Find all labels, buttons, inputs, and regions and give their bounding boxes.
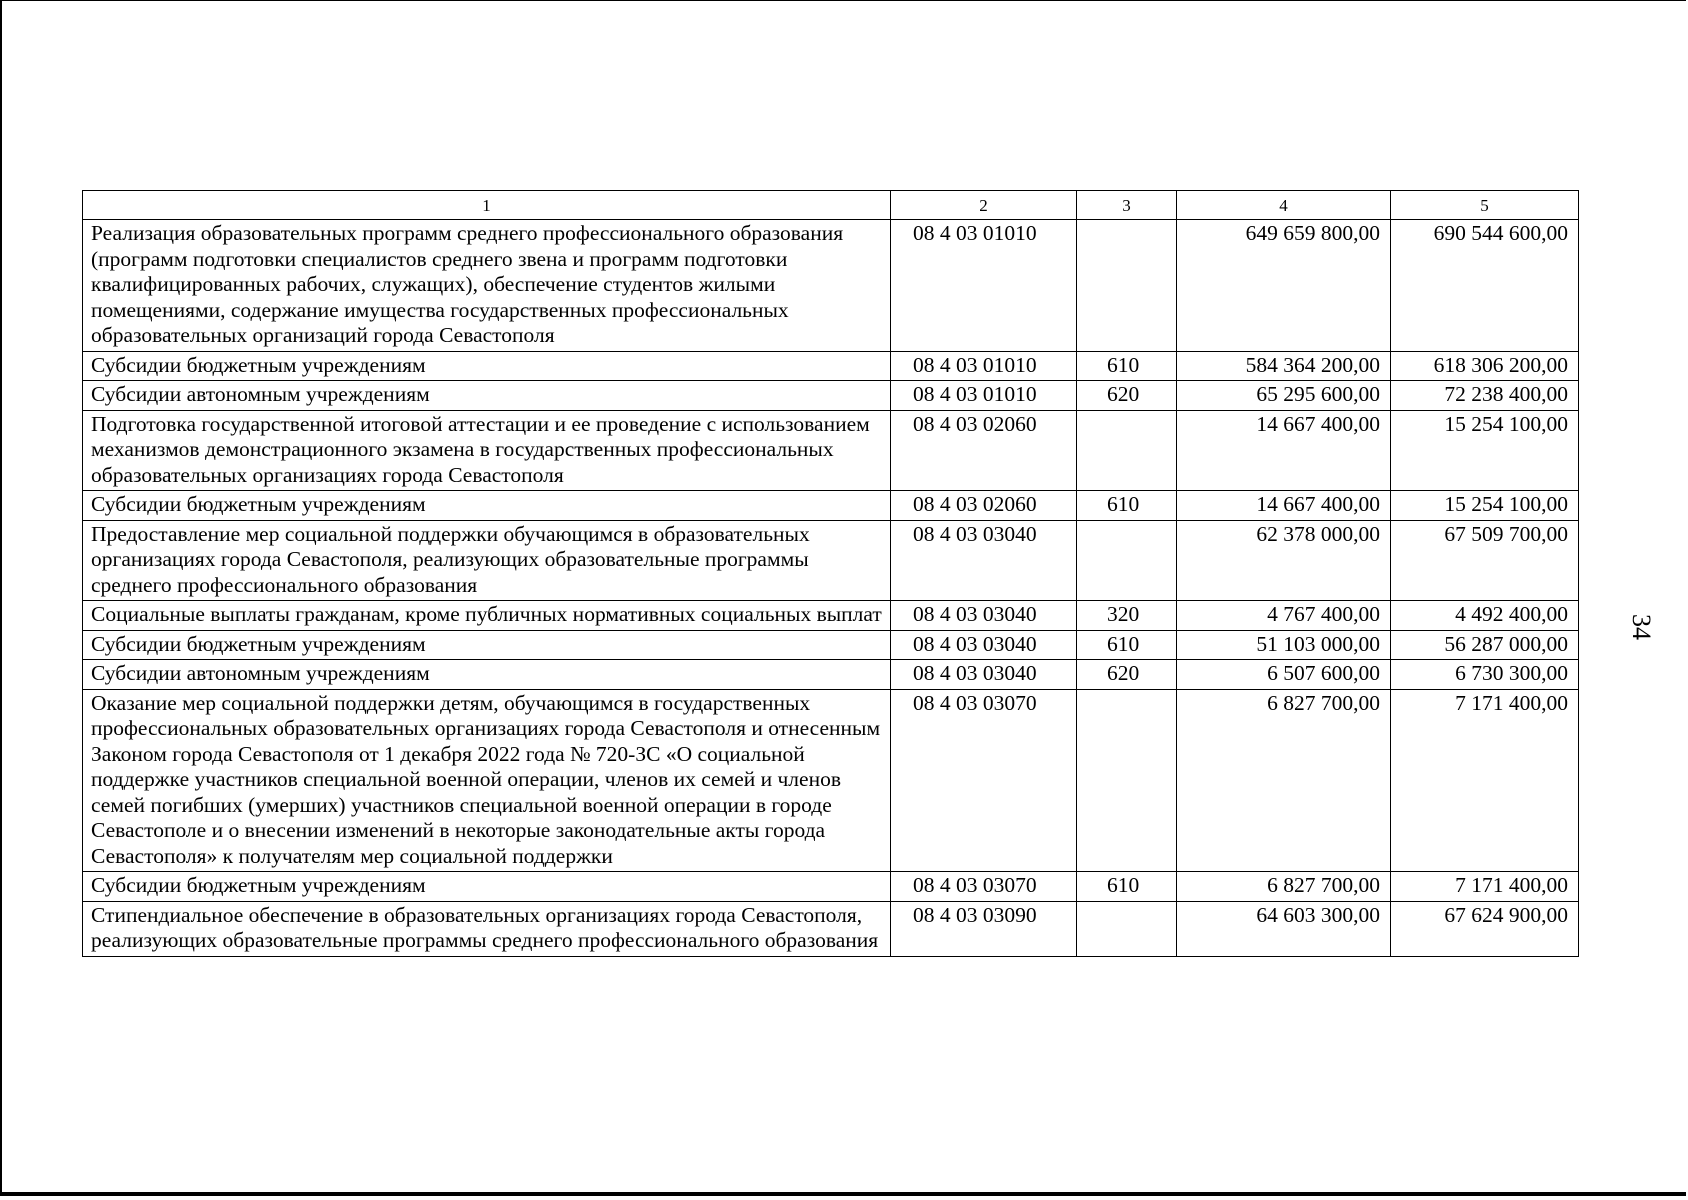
row-name: Реализация образовательных программ среднего профессионального образования (программ подготовки специалистов среднего звена и программ подготовки квалифицированных рабочих, служащих), обеспечение студентов жилыми помещениями, содержание имущества государственных профессиональных образовательных организаций города Севастополя (83, 220, 891, 352)
row-code: 08 4 03 03090 (891, 901, 1077, 956)
table-body (83, 220, 1579, 957)
row-code: 08 4 03 03070 (891, 872, 1077, 902)
row-amount-year1: 649 659 800,00 (1177, 220, 1391, 352)
row-expense-type: 620 (1077, 381, 1177, 411)
header-col-5: 5 (1391, 191, 1579, 220)
row-code: 08 4 03 03040 (891, 630, 1077, 660)
row-expense-type: 610 (1077, 872, 1177, 902)
row-amount-year1: 14 667 400,00 (1177, 410, 1391, 491)
row-amount-year1: 6 507 600,00 (1177, 660, 1391, 690)
row-expense-type: 320 (1077, 601, 1177, 631)
table-row (83, 689, 1579, 872)
table-row (83, 220, 1579, 352)
row-amount-year1: 4 767 400,00 (1177, 601, 1391, 631)
table-row (83, 901, 1579, 956)
row-amount-year2: 6 730 300,00 (1391, 660, 1579, 690)
table-header (83, 191, 1579, 220)
row-amount-year2: 618 306 200,00 (1391, 351, 1579, 381)
row-amount-year1: 6 827 700,00 (1177, 872, 1391, 902)
row-amount-year2: 690 544 600,00 (1391, 220, 1579, 352)
row-expense-type: 610 (1077, 630, 1177, 660)
row-amount-year2: 7 171 400,00 (1391, 689, 1579, 872)
row-expense-type (1077, 410, 1177, 491)
row-amount-year2: 67 509 700,00 (1391, 520, 1579, 601)
row-name: Социальные выплаты гражданам, кроме публичных нормативных социальных выплат (83, 601, 891, 631)
table-row (83, 660, 1579, 690)
row-name: Субсидии бюджетным учреждениям (83, 630, 891, 660)
row-amount-year1: 584 364 200,00 (1177, 351, 1391, 381)
row-code: 08 4 03 03070 (891, 689, 1077, 872)
row-name: Стипендиальное обеспечение в образовательных организациях города Севастополя, реализующих образовательные программы среднего профессионального образования (83, 901, 891, 956)
row-name: Субсидии бюджетным учреждениям (83, 351, 891, 381)
row-code: 08 4 03 01010 (891, 381, 1077, 411)
table-row (83, 520, 1579, 601)
row-code: 08 4 03 01010 (891, 351, 1077, 381)
table-row (83, 351, 1579, 381)
table-row (83, 601, 1579, 631)
row-amount-year1: 6 827 700,00 (1177, 689, 1391, 872)
row-amount-year2: 15 254 100,00 (1391, 410, 1579, 491)
row-amount-year1: 62 378 000,00 (1177, 520, 1391, 601)
row-code: 08 4 03 03040 (891, 660, 1077, 690)
table-row (83, 630, 1579, 660)
row-code: 08 4 03 01010 (891, 220, 1077, 352)
row-amount-year2: 56 287 000,00 (1391, 630, 1579, 660)
row-amount-year2: 4 492 400,00 (1391, 601, 1579, 631)
header-col-3: 3 (1077, 191, 1177, 220)
row-name: Субсидии бюджетным учреждениям (83, 872, 891, 902)
table-row (83, 872, 1579, 902)
table-row (83, 381, 1579, 411)
row-name: Оказание мер социальной поддержки детям, обучающимся в государственных профессиональных образовательных организациях города Севастополя и отнесенным Законом города Севастополя от 1 декабря 2022 года № 720-ЗС «О социальной поддержке участников специальной военной операции, членов их семей и членов семей погибших (умерших) участников специальной военной операции в городе Севастополе и о внесении изменений в некоторые законодательные акты города Севастополя» к получателям мер социальной поддержки (83, 689, 891, 872)
row-code: 08 4 03 02060 (891, 410, 1077, 491)
header-col-2: 2 (891, 191, 1077, 220)
row-amount-year2: 15 254 100,00 (1391, 491, 1579, 521)
row-amount-year1: 65 295 600,00 (1177, 381, 1391, 411)
row-name: Предоставление мер социальной поддержки обучающимся в образовательных организациях города Севастополя, реализующих образовательные программы среднего профессионального образования (83, 520, 891, 601)
row-amount-year1: 64 603 300,00 (1177, 901, 1391, 956)
row-name: Субсидии автономным учреждениям (83, 660, 891, 690)
row-amount-year1: 51 103 000,00 (1177, 630, 1391, 660)
row-code: 08 4 03 03040 (891, 601, 1077, 631)
row-expense-type: 610 (1077, 491, 1177, 521)
table-row (83, 491, 1579, 521)
row-code: 08 4 03 03040 (891, 520, 1077, 601)
row-expense-type (1077, 220, 1177, 352)
row-code: 08 4 03 02060 (891, 491, 1077, 521)
header-col-1: 1 (83, 191, 891, 220)
page-number: 34 (1627, 614, 1656, 640)
row-expense-type (1077, 901, 1177, 956)
row-name: Субсидии автономным учреждениям (83, 381, 891, 411)
row-expense-type (1077, 689, 1177, 872)
row-amount-year2: 67 624 900,00 (1391, 901, 1579, 956)
budget-table (82, 190, 1579, 957)
table-row (83, 410, 1579, 491)
row-expense-type: 620 (1077, 660, 1177, 690)
row-amount-year2: 7 171 400,00 (1391, 872, 1579, 902)
row-amount-year1: 14 667 400,00 (1177, 491, 1391, 521)
row-expense-type: 610 (1077, 351, 1177, 381)
row-name: Подготовка государственной итоговой аттестации и ее проведение с использованием механизмов демонстрационного экзамена в государственных профессиональных образовательных организациях города Севастополя (83, 410, 891, 491)
header-col-4: 4 (1177, 191, 1391, 220)
row-name: Субсидии бюджетным учреждениям (83, 491, 891, 521)
header-row (83, 191, 1579, 220)
row-expense-type (1077, 520, 1177, 601)
row-amount-year2: 72 238 400,00 (1391, 381, 1579, 411)
